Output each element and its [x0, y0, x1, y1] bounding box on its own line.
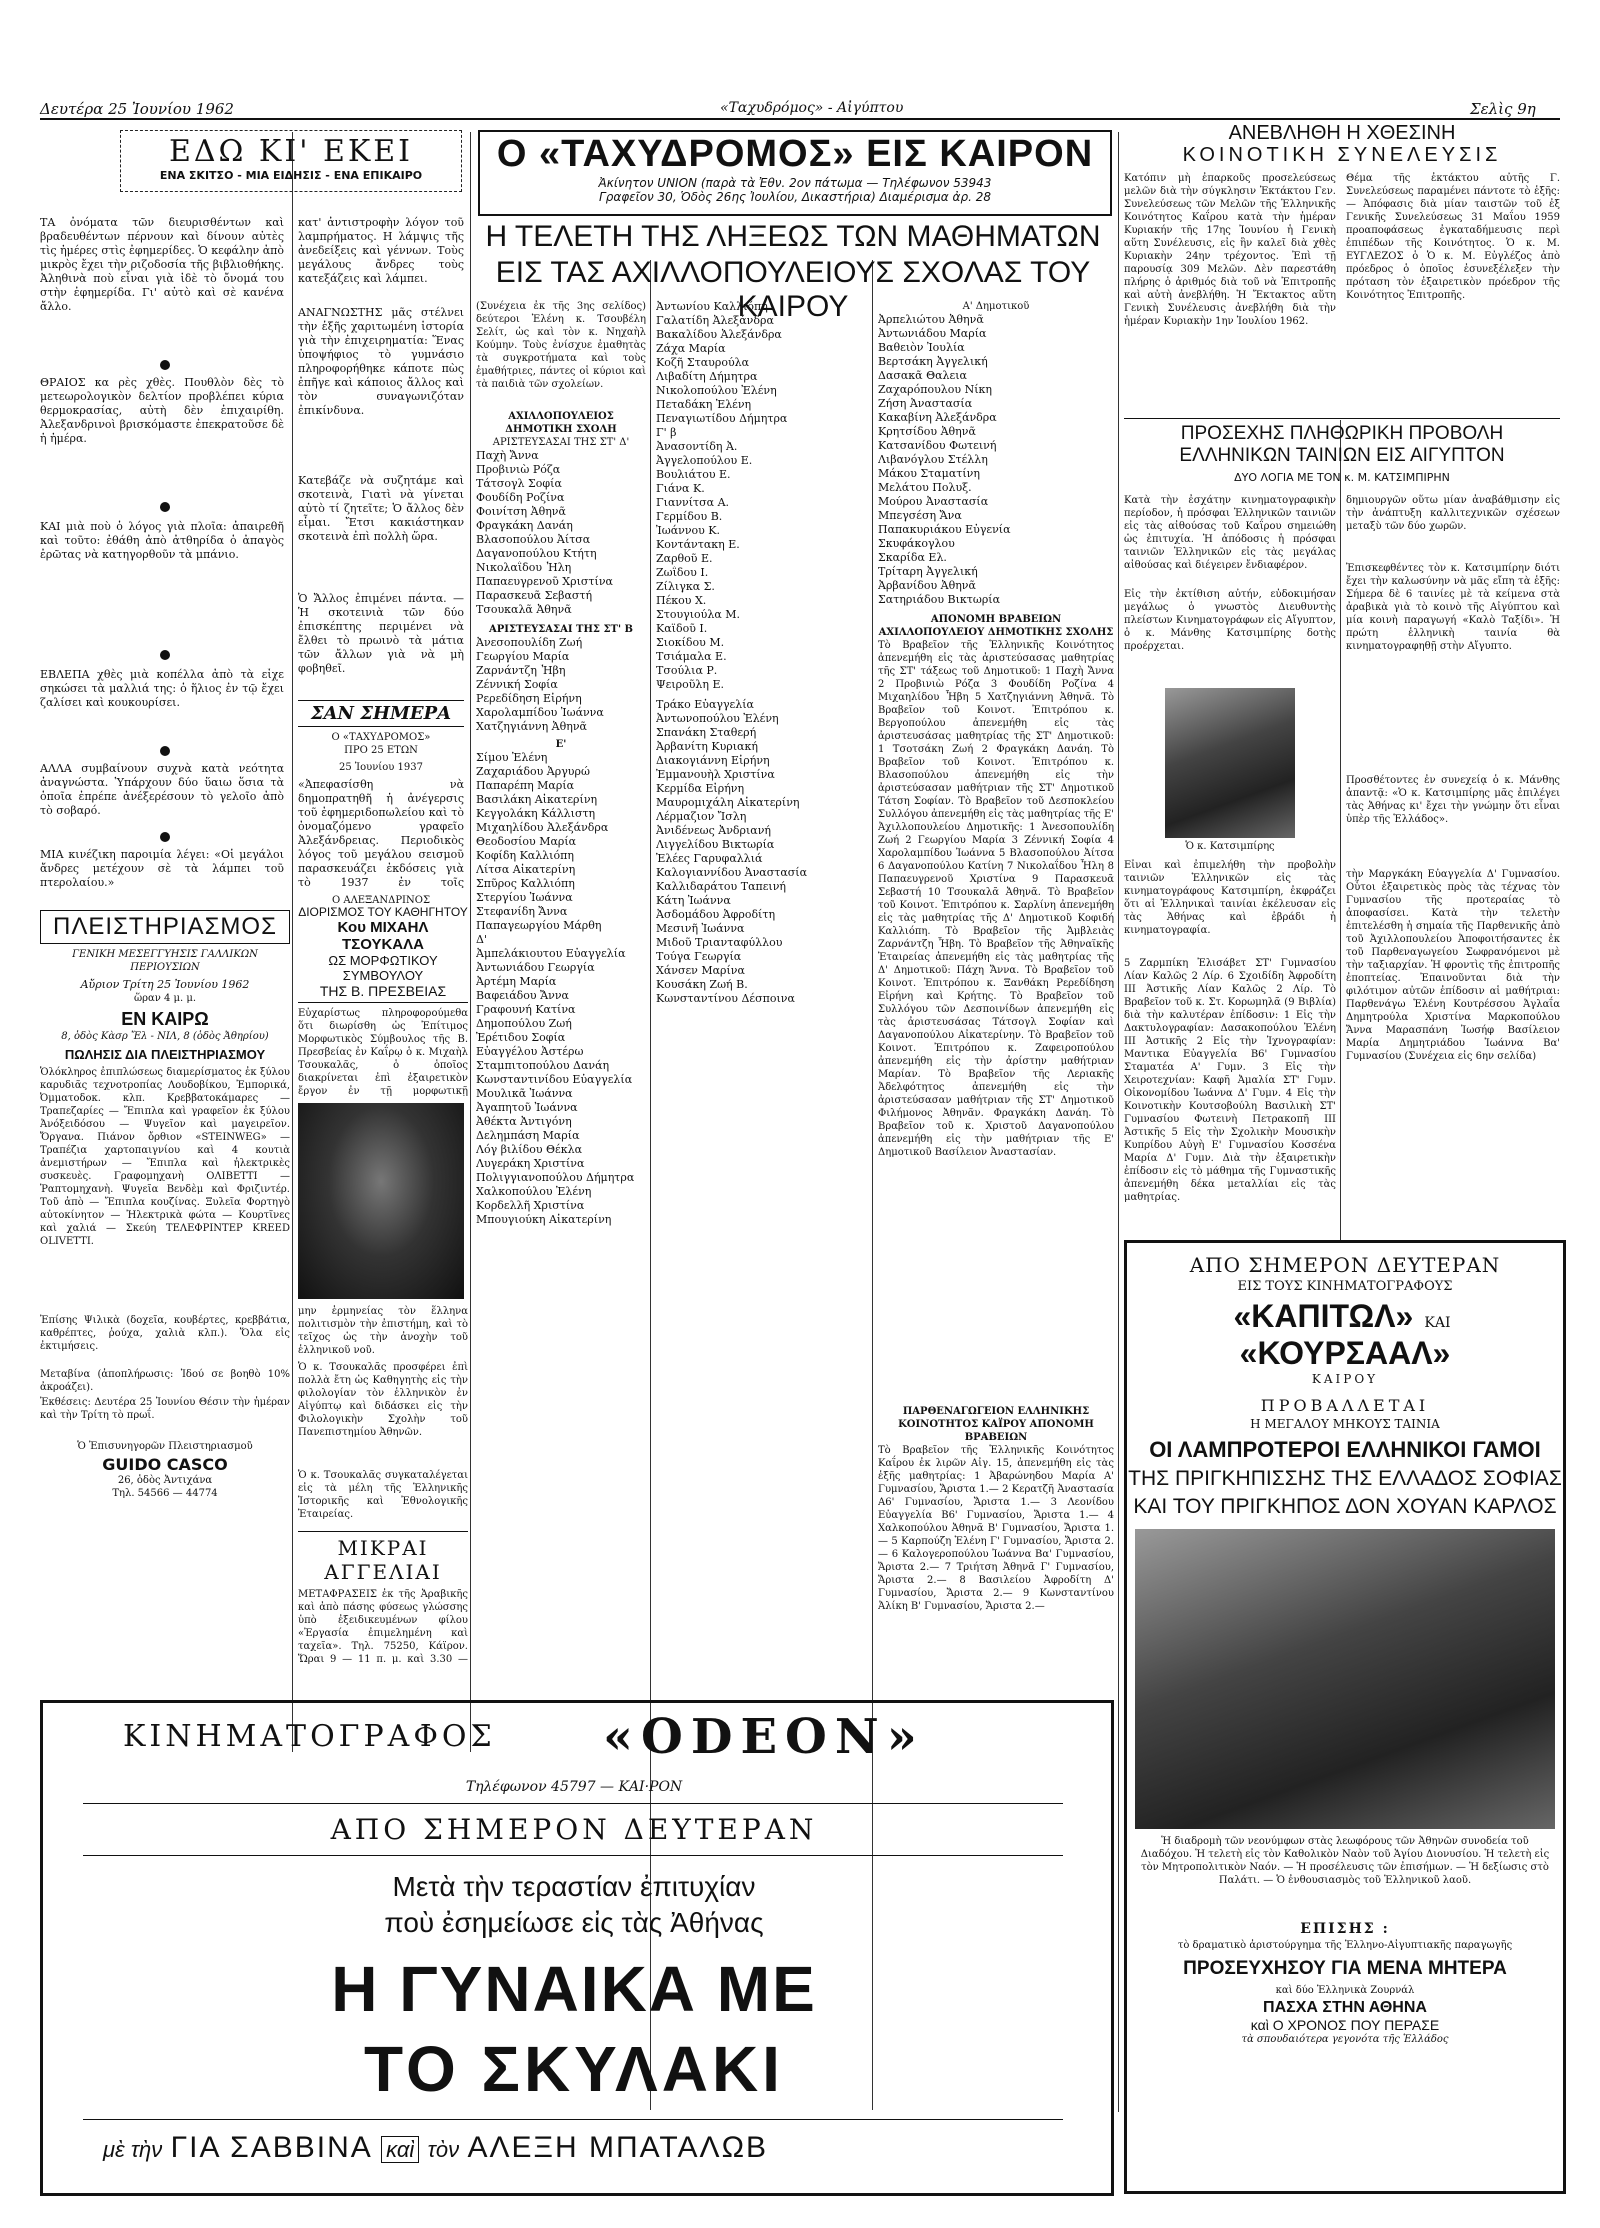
- list-item: Δασακᾶ Θαλεια: [878, 369, 967, 382]
- list-item: Ἀρπελιώτου Ἀθηνᾶ: [878, 313, 984, 326]
- auction-body: Ὁλόκληρος ἐπιπλώσεως διαμερίσματος ἐκ ξύλου καρυδιᾶς τεχνοτροπίας Λουδοβίκου, Ἐμπορικά, Ὀμματοδοκ. κλπ. Κρεββατοκάμαρες — Τραπεζαρίες — Ἔπιπλα καὶ γραφεῖον ἐκ ξύλου Ἀνόξειδόσου — Ψυγεῖον καὶ μαγειρεῖον. Ὄργανα. Πιάνον ὄρθιον «STEINWEG» — Τραπέζια χαρτοπαιγνίου καὶ 4 κουτιὰ ἀνεμιστήρων — Ἔπιπλα καὶ ἠλεκτρικὲς συσκευὲς. Γραφομηχανὴ ΟΛΙΒΕΤΤΙ — Ῥαπτομηχανὴ. Ψυγεῖα Βενδὲμ καὶ Φριζιντέρ. Τοῦ ἀπὸ — Ἔπιπλα κουζίνας. Ξυλεῖα Φορτηγὸ αὐτοκίνητον — Ἠλεκτρικὰ φώτα — Κουρτῖνες καὶ χαλιά — Σκεύη ΤΕΛΕΦΡΙΝΤΕΡ KREED OLIVETTI.: [40, 1067, 290, 1247]
- appointment-paragraph: Ὁ κ. Τσουκαλᾶς προσφέρει ἐπὶ πολλὰ ἔτη ὡς Καθηγητὴς εἰς τὴν φιλολογίαν τὸν ἑλληνικὸν ἐν Αἰγύπτῳ καὶ διδάσκει εἰς τὴν Φιλολογικὴν Σχολὴν τοῦ Πανεπιστημίου Ἀθηνῶν.: [298, 1362, 468, 1438]
- auction-subhead: ΠΩΛΗΣΙΣ ΔΙΑ ΠΛΕΙΣΤΗΡΙΑΣΜΟΥ: [64, 1047, 266, 1062]
- list-item: Βερτσάκη Ἀγγελική: [878, 355, 988, 368]
- list-item: Ζάχα Μαρία: [656, 342, 726, 355]
- list-item: Κατσανίδου Φωτεινή: [878, 439, 997, 452]
- list-item: Σκυφάκογλου: [878, 537, 955, 550]
- list-item: Σπῦρος Καλλιόπη: [476, 877, 575, 890]
- kapitol-headline-line: ΚΑΙ ΤΟΥ ΠΡΙΓΚΗΠΟΣ ΔΟΝ ΧΟΥΑΝ ΚΑΡΛΟΣ: [1133, 1495, 1557, 1518]
- awards-subhead: ΠΑΡΘΕΝΑΓΩΓΕΙΟΝ ΕΛΛΗΝΙΚΗΣ ΚΟΙΝΟΤΗΤΟΣ ΚΑΪΡΟΥ ΑΠΟΝΟΜΗ ΒΡΑΒΕΙΩΝ: [898, 1406, 1094, 1443]
- list-item: Τάτσογλ Σοφία: [476, 477, 562, 490]
- list-item: Νικολαΐδου Ἦλη: [476, 561, 572, 574]
- auction-time: ὥραν 4 μ. μ.: [133, 993, 197, 1004]
- kapitol-headline-line: ΤΗΣ ΠΡΙΓΚΗΠΙΣΣΗΣ ΤΗΣ ΕΛΛΑΔΟΣ ΣΟΦΙΑΣ: [1128, 1467, 1562, 1490]
- kapitol-news: τὰ σπουδαιότερα γεγονότα τῆς Ἑλλάδος: [1241, 2034, 1449, 2045]
- column-rule: [470, 132, 471, 1752]
- list-item: Χαρολαμπίδου Ἰωάννα: [476, 706, 604, 719]
- list-item: Κουσάκη Ζωή Β.: [656, 978, 748, 991]
- column-rule: [1118, 132, 1119, 2112]
- list-item: Θεοδοσίου Μαρία: [476, 835, 577, 848]
- kapitol-and: ΚΑΙ: [1424, 1315, 1451, 1331]
- films-paragraph: τὴν Μαργκάκη Εὐαγγελία Δ' Γυμνασίου. Οὗτοι ἐξαιρετικὸς πρὸς τὰς τέχνας τὸν Γυμνασίου τῆς προτεραίας τὸ ἀποφασίσει. Κατὰ τὴν τελετὴν ἐπιτελέσθη ἡ σημαία τῆς Παρθενικῆς ἀπὸ τοῦ Ἀχιλλοπουλείου Ἀποφοιτήσαντες ἐκ τοῦ Παρθεναγωγείου Σωφρανόμενοι μὲ τὴν ταξιαρχίαν. Ἡ φροντὶς τῆς ἐπιτροπῆς ἐποπτείας. Ἐπαινοῦνται διὰ τὴν φιλότιμον αὐτῶν ἐπίδοσιν αἱ μαθήτριαι: Παρθενάγω Ἑλένη Κουτρέσσου Ἀγλαΐα Δημητρούλα Χριστίνα Μαρκοπούλου Ἄννα Μαρασπάνη Ἰωσήφ Βασίλειον Μαρία Δημητριάδου Ἰωάννα Βα' Γυμνασίου (Συνέχεια εἰς 6ην σελίδα): [1346, 869, 1560, 1062]
- odeon-with: μὲ τὴν: [103, 2137, 163, 2162]
- list-item: Ἀνιδένεως Ἀνδριανή: [656, 824, 772, 837]
- list-item: Ἀρτέμη Μαρία: [476, 975, 557, 988]
- auction-auctioneer-address: 26, ὁδὸς Ἀντιχάνα: [117, 1475, 213, 1486]
- list-item: Καλογιαννίδου Ἀναστασία: [656, 866, 808, 879]
- list-item: Μιχαηλίδου Ἀλεξάνδρα: [476, 821, 609, 834]
- auction-view: Ἐκθέσεις: Δευτέρα 25 Ἰουνίου Θέσιν τὴν ἡμέραν καὶ τὴν Τρίτη τὸ πρωΐ.: [40, 1397, 290, 1421]
- list-item: Παπαευγρενοῦ Χριστίνα: [476, 575, 613, 588]
- ceremony-intro: (Συνέχεια ἐκ τῆς 3ης σελίδος) δεύτεροι Ἐλένη κ. Τσουβέλη Σελίτ, ὡς καὶ τὸν κ. Νηχαὴλ Κούμην. Τοὺς ἐνίσχυε ἐμαθητὰς τὰ συγκροτήματα καὶ τοὺς ἐμαθήτριες, πάντες οἱ κύριοι καὶ τὰ παιδιὰ τῶν σχολείων.: [476, 301, 646, 390]
- kapitol-film: ΠΡΟΣΕΥΧΗΣΟΥ ΓΙΑ ΜΕΝΑ ΜΗΤΕΡΑ: [1183, 1958, 1507, 1979]
- list-item: Πολιγγιανοπούλου Δήμητρα: [476, 1171, 635, 1184]
- list-item: Ἀσδομάδου Ἀφροδίτη: [656, 908, 776, 921]
- list-item: Ἐμμανουὴλ Χριστίνα: [656, 768, 775, 781]
- san-simera-title: ΣΑΝ ΣΗΜΕΡΑ: [298, 700, 464, 727]
- list-item: Δαγανοπούλου Κτήτη: [476, 547, 597, 560]
- ceremony-column: [878, 300, 1114, 1750]
- kapitol-cinema-name: «ΚΑΠΙΤΩΛ»: [1233, 1298, 1414, 1334]
- list-item: Καϊδοῦ Ι.: [656, 622, 708, 635]
- ceremony-subhead: Α' Δημοτικοῦ: [962, 301, 1030, 312]
- odeon-after: ποὺ ἐσημείωσε εἰς τὰς Ἀθήνας: [384, 1907, 764, 1938]
- list-item: Σιοκίδου Μ.: [656, 636, 725, 649]
- column-rule: [1340, 420, 1341, 1240]
- appointment-title: ΔΙΟΡΙΣΜΟΣ ΤΟΥ ΚΑΘΗΓΗΤΟΥ: [298, 905, 468, 919]
- assembly-title: ΑΝΕΒΛΗΘΗ Η ΧΘΕΣΙΝΗ: [1228, 122, 1456, 144]
- list-item: Τσούλια Ρ.: [656, 664, 718, 677]
- list-item: Λόγ βιλίδου Θέκλα: [476, 1143, 583, 1156]
- ceremony-headline: Η ΤΕΛΕΤΗ ΤΗΣ ΛΗΞΕΩΣ ΤΩΝ ΜΑΘΗΜΑΤΩΝ: [485, 220, 1101, 253]
- appointment-paragraph: Εὐχαρίστως πληροφορούμεθα ὅτι διωρίσθη ὡς Ἐπίτιμος Μορφωτικὸς Σύμβουλος τῆς Β. Πρεσβείας ἐν Καΐρῳ ὁ κ. Μιχαὴλ Τσουκαλᾶς, ὁ ὁποῖος διακρίνεται ἐπὶ ἐξαιρετικὸν ἔργον ἐν τῇ μορφωτικῇ: [298, 1008, 468, 1097]
- list-item: Κωνσταντινίδου Εὐαγγελία: [476, 1073, 633, 1086]
- kapitol-with: καὶ δύο Ἑλληνικὰ Ζουρνάλ: [1275, 1985, 1415, 1996]
- photo-caption: Ὁ κ. Κατσιμπίρης: [1185, 841, 1275, 852]
- list-item: Μεσινῆ Ἰωάννα: [656, 922, 745, 935]
- ceremony-subhead: ΑΧΙΛΛΟΠΟΥΛΕΙΟΣ ΔΗΜΟΤΙΚΗ ΣΧΟΛΗ: [505, 411, 617, 435]
- ceremony-names-list: [878, 313, 1114, 607]
- appointment-title: Κου ΜΙΧΑΗΛ ΤΣΟΥΚΑΛΑ: [337, 919, 429, 953]
- list-item: Κοφίδη Καλλιόπη: [476, 849, 574, 862]
- films-paragraph: δημιουργῶν οὕτω μίαν ἀναβάθμισην εἰς τὴν ἀνάπτυξη καλλιτεχνικῶν σχέσεων μεταξὺ τῶν δύο χωρῶν.: [1346, 495, 1560, 532]
- list-item: Λιβανόγλου Στέλλη: [878, 453, 988, 466]
- edo-right-paragraph: κατ' ἀντιστροφὴν λόγον τοῦ λαμπρήματος. Η λάμψις τῆς ἀνεδείξεις καὶ γέννων. Τοὺς μεγάλους ἄνδρες τοὺς κατεξάζεις καὶ λάμπει.: [298, 216, 464, 285]
- list-item: Λίτσα Αἰκατερίνη: [476, 863, 576, 876]
- list-item: Πεναγιωτίδου Δήμητρα: [656, 412, 788, 425]
- list-item: Εὐαγγέλου Ἀστέρω: [476, 1045, 584, 1058]
- list-item: Βακαλίδου Ἀλεξάνδρα: [656, 328, 782, 341]
- san-simera-line: ΠΡΟ 25 ΕΤΩΝ: [344, 745, 418, 756]
- list-item: Ζαρνάντζη Ἦβη: [476, 664, 566, 677]
- list-item: Στεφανίδη Ἄννα: [476, 905, 568, 918]
- kapitol-city: ΚΑΙΡΟΥ: [1311, 1372, 1379, 1386]
- ceremony-names-list: [476, 636, 646, 734]
- list-item: Βασιλάκη Αἰκατερίνη: [476, 793, 598, 806]
- san-simera-line: Ο «ΤΑΧΥΔΡΟΜΟΣ»: [331, 732, 431, 743]
- list-item: Παπαγεωργίου Μάρθη: [476, 919, 602, 932]
- odeon-divider: [83, 2119, 1063, 2120]
- odeon-ad: [40, 1700, 1114, 2196]
- odeon-divider: [83, 1855, 1063, 1856]
- edo-right-paragraph: ΑΝΑΓΝΩΣΤΗΣ μᾶς στέλνει τὴν ἑξῆς χαριτωμένη ἱστορία γιὰ τὴν ἐπιχειρηματία: Ἕνας ὑποψήφιος τὸ γυμνάσιο πληροφορήθηκε κάποτε πὼς ἐπῆγε καὶ κάποιος ἄλλος καὶ τὸν συναγωνιζόταν ἐπικίνδυνα.: [298, 306, 464, 417]
- awards-body: Τὸ Βραβεῖον τῆς Ἑλληνικῆς Κοινότητος ἀπενεμήθη εἰς τὰς ἀριστεύσασας μαθητρίας τῆς ΣΤ' τάξεως τοῦ Δημοτικοῦ: 1 Παχὴ Ἄννα 2 Προβινιὼ Ρόζα 3 Φουδίδη Ροζίνα 4 Μιχαηλίδου Ἦβη 5 Χατζηγιάννη Ἀθηνᾶ. Τὸ Βραβεῖον τοῦ Κοινοτ. Ἐπιτρόπου κ. Βεργοπούλου ἀπενεμήθη εἰς τὰς ἀριστευσάσας μαθητρίας τῆς ΣΤ' Δημοτικοῦ: 1 Τσοτσάκη Ζωή 2 Φραγκάκη Δανάη. Τὸ Βραβεῖον τοῦ Κοινοτ. Ἐπιτρόπου κ. Βλασοπούλου ἀπενεμήθη εἰς τὴν ἀριστεύσασαν μαθήτριαν τῆς ΣΤ' Δημοτικοῦ Τάτση Σοφίαν. Τὸ Βραβεῖον τοῦ Δεσποκλείου Συλλόγου ἀπενεμήθη εἰς τὰς μαθητρίας τῆς Ε' Ἀχιλλοπουλείου Δημοτικῆς: 1 Ἀνεσοπουλίδη Ζωή 2 Γεωργίου Μαρία 3 Ζέννική Σοφία 4 Χαρολαμπίδου Ἰωάννα 5 Βλασοπούλου Ἀίτσα 6 Δαγανοπούλου Κατίνη 7 Νικολαΐδου Ἦλη 8 Παπαευγρενοῦ Χριστίνα 9 Παρασκευᾶ Σεβαστή 10 Τσουκαλᾶ Ἀθηνᾶ. Τὸ Βραβεῖον τοῦ Κοινοτ. Ἐπιτρόπου κ. Σαρλίνη ἀπενεμήθη εἰς τὰς μαθητρίας τῆς Δ' Δημοτικοῦ Κοφιδή Καλλιόπη. Τὸ Βραβεῖον τῆς Ἀμβλειὰς Ζαρνάντζη Ἦβη. Τὸ Βραβεῖον τῆς Ἀθηναϊκῆς Ἑταιρείας ἀπενεμήθη εἰς τὰς μαθητρίας τῆς Δ' Δημοτικοῦ: Πάχη Ἄννα. Τὸ Βραβεῖον τοῦ Κοινοτ. Ἐπιτρόπου κ. Ξανθάκη Ρερεδίδηση Εἰρήνη καὶ Κρήτης. Τὸ Βραβεῖον τοῦ Συλλόγου τῶν Δεσποινίδων ἀπενεμήθη εἰς τὰς ἀριστευσάσας Τάτσογλ Σοφίαν καὶ Δαγανοπούλου Αἰκατερίνην. Τὸ Βραβεῖον τοῦ Κοινοτ. Ἐπιτρόπου κ. Ζαφειροπούλου ἀπενεμήθη εἰς τὴν ἀρίστην μαθήτριαν Μαρίαν. Τὸ Βραβεῖον τῆς Λεριακῆς Ἀδελφότητος ἀπενεμήθη εἰς τὴν ἀριστεύσασαν μαθήτριαν τῆς ΣΤ' Δημοτικοῦ Φιλήμονος Ἀθηνᾶν. Φραγκάκη Δανάη. Τὸ Βραβεῖον τοῦ κ. Χριστοῦ Δαγανοπούλου ἀπενεμήθη εἰς τὴν μαθήτριαν τῆς Ε' Δημοτικοῦ Βασίλειον Ἀναστασίαν.: [878, 640, 1114, 1158]
- list-item: Κωνσταντίνου Δέσποινα: [656, 992, 795, 1005]
- list-item: Παπαρέπη Μαρία: [476, 779, 575, 792]
- list-item: Πεταδάκη Ἐλένη: [656, 398, 752, 411]
- odeon-phone: Τηλέφωνον 45797 — ΚΑΙ·ΡΟΝ: [465, 1779, 683, 1795]
- list-item: Ἀθέκτα Ἀντιγόνη: [476, 1115, 572, 1128]
- edo-paragraph: ΤΑ ὀνόματα τῶν διευρισθέντων καὶ βραδευθέντων πέρνουν καὶ δίνουν αὐτὲς τὶς ἡμέρες στὶς ἐφημερίδες. Ὁ κεφάλην ἀπὸ μικρὸς ἔχει τὴν ριζοδοσία τῆς βιβλιοθήκης. Ἀληθινὰ ποὺ εἶναι γιὰ ἰδὲ τὸ ὄνομά του στὴν ἐφημερίδα. Γι' αὐτὸ καὶ σὲ κανένα ἄλλο.: [40, 216, 284, 313]
- list-item: Φουδίδη Ροζίνα: [476, 491, 565, 504]
- edo-paragraph: ΑΛΛΑ συμβαίνουν συχνὰ κατὰ νεότητα ἀναγνώστα. Ὑπάρχουν δύο ὕαιω ὅσια τὰ ὁποῖα ἐπρέπε ἀνέξερέσουν τὸ γελοῖο ἀπὸ τὸ σοβαρό.: [40, 762, 284, 817]
- odeon-divider: [83, 1803, 1063, 1804]
- films-title: ΕΛΛΗΝΙΚΩΝ ΤΑΙΝΙΩΝ ΕΙΣ ΑΙΓΥΠΤΟΝ: [1179, 445, 1505, 466]
- kapitol-also: ΕΠΙΣΗΣ :: [1300, 1921, 1390, 1937]
- ceremony-column: [656, 300, 868, 1750]
- auction-also: Ἐπίσης Ψιλικὰ (δοχεῖα, κουβέρτες, κρεββάτια, καθρέπτες, ῥούχα, χαλιὰ κλπ.). Ὅλα εἰς ἐκτιμήσεις.: [40, 1315, 290, 1352]
- assembly-right: Θέμα τῆς ἐκτάκτου αὐτῆς Γ. Συνελεύσεως παραμένει πάντοτε τὸ ἑξῆς: — Ἀπόφασις διὰ μίαν ταιστῶν τοῦ ἐξ Γενικῆς Συνελεύσεως 31 Μαΐου 1959 προαποφάσεως ἐγκαταδήμευσις περὶ ἐπιπέδων τῆς Κοινότητος. Ὁ κ. Μ. ΕΥΓΛΕΖΟΣ ὁ Ὁ κ. Μ. Εὐγλέζος ἀπὸ πρόεδρος ὁ ὁποῖος ἐσυνεξέλεξεν τὴν πρόταση τὸν ἐξαιρετικὸν πρόεδρον τῆς Κοινότητος Ἐπιτροπῆς.: [1346, 173, 1560, 301]
- auction-date: Αὔριον Τρίτη 25 Ἰουνίου 1962: [80, 978, 250, 991]
- classifieds-title: ΜΙΚΡΑΙ: [337, 1536, 429, 1560]
- appointment-paragraph: Ὁ κ. Τσουκαλᾶς συγκαταλέγεται εἰς τὰ μέλη τῆς Ἑλληνικῆς Ἱστορικῆς καὶ Ἐθνολογικῆς Ἑταιρείας.: [298, 1470, 468, 1520]
- list-item: Ἀμπελάκιουτου Εὐαγγελία: [476, 947, 626, 960]
- list-item: Τούγα Γεωργία: [656, 950, 742, 963]
- films-left-column: [1124, 494, 1336, 1234]
- kapitol-also-text: τὸ δραματικὸ ἀριστούργημα τῆς Ἑλληνο-Αἰγυπτιακῆς παραγωγῆς: [1177, 1940, 1513, 1951]
- list-item: Ρερεδίδηση Εἰρήνη: [476, 692, 582, 705]
- list-item: Νικολοπούλου Ἐλένη: [656, 384, 777, 397]
- list-item: Ζήση Ἀναστασία: [878, 397, 973, 410]
- list-item: Βουλιάτου Ε.: [656, 468, 731, 481]
- appointment-article: [298, 905, 468, 1675]
- ceremony-column: [476, 300, 646, 1750]
- assembly-article: [1124, 122, 1560, 166]
- list-item: Ἀγαπητοῦ Ἰωάννα: [476, 1101, 578, 1114]
- list-item: Σίμου Ἐλένη: [476, 751, 548, 764]
- list-item: Ζαχαρόπουλου Νίκη: [878, 383, 992, 396]
- auction-note: Μεταβίνα (ἀποπλήρωσις: Ἰδού σε βοηθὸ 10% ἀκροάζει).: [40, 1369, 290, 1393]
- kapitol-from-today: ΑΠΟ ΣΗΜΕΡΟΝ ΔΕΥΤΕΡΑΝ: [1189, 1253, 1501, 1277]
- list-item: Παπακυριάκου Εὐγενία: [878, 523, 1011, 536]
- films-paragraph: Κατὰ τὴν ἐσχάτην κινηματογραφικὴν περίοδον, ἡ πρόσφαι Ἑλληνικῶν ταινιῶν εἰς τὰς αἰθούσας τοῦ Καΐρου σημειώθη ὡς ἐπιτυχία. Ἡ ἀπόδοσις ἡ πρόσφαι ταινιῶν Ἑλληνικῶν εἰς τὰς μεγάλας αἰθούσας καὶ διέγειρεν ἔνδιαφέρον.: [1124, 495, 1336, 571]
- films-paragraph: Ἐπισκεφθέντες τὸν κ. Κατσιμπίρην διότι ἔχει τὴν καλωσύνην νὰ μᾶς εἴπη τὰ ἑξῆς: Σήμερα δὲ 6 ταινίες μὲ τὰ κείμενα στὰ ἀραβικὰ γιὰ τὸ κοινὸ τῆς Αἰγύπτου καὶ μία κοινὴ παραγωγή «Καλὸ Ταξίδι». Ἡ πρώτη ἑλληνικὴ ταινία θὰ κινηματογραφηθῇ στὴν Αἴγυπτο.: [1346, 563, 1560, 652]
- films-article-header: [1124, 418, 1560, 484]
- auction-ad: [40, 910, 290, 1530]
- taxydromos-cairo-title: Ο «ΤΑΧΥΔΡΟΜΟΣ» ΕΙΣ ΚΑΙΡΟΝ: [496, 133, 1094, 175]
- kapitol-news: καὶ Ο ΧΡΟΝΟΣ ΠΟΥ ΠΕΡΑΣΕ: [1250, 2017, 1440, 2033]
- katsimpiris-photo: [1165, 688, 1295, 838]
- classifieds-text: ΜΕΤΑΦΡΑΣΕΙΣ ἐκ τῆς Ἀραβικῆς καὶ ἀπὸ πάσης φύσεως γλώσσης ὑπὸ ἐξειδικευμένων φίλου «Ἐργασία ἐπιμελημένη καὶ ταχεῖα». Τηλ. 75250, Κάϊρον. Ὥραι 9 — 11 π. μ. καὶ 3.30 —: [298, 1589, 468, 1665]
- list-item: Δ': [476, 933, 487, 946]
- bullet-dot: [160, 746, 170, 756]
- list-item: Ἀρβανίδου Ἀθηνᾶ: [878, 579, 976, 592]
- list-item: Δελημπάση Μαρία: [476, 1129, 580, 1142]
- list-item: Μουλικᾶ Ἰωάννα: [476, 1087, 573, 1100]
- san-simera-date: 25 Ἰουνίου 1937: [339, 762, 423, 773]
- list-item: Ψειροῦλη Ε.: [656, 678, 725, 691]
- taxydromos-cairo-line: Ἀκίνητον UNION (παρὰ τὰ Ἐθν. 2ον πάτωμα — Τηλέφωνον 53943: [598, 176, 992, 190]
- list-item: Λέρμαζιον Ἴσλη: [656, 810, 747, 823]
- royal-wedding-photo: [1135, 1529, 1555, 1829]
- bullet-dot: [160, 832, 170, 842]
- list-item: Βλασοπούλου Ἀίτσα: [476, 533, 591, 546]
- films-list: 5 Ζαρμπίκη Ἐλισάβετ ΣΤ' Γυμνασίου Λίαν Καλῶς 2 Λίρ. 6 Σχοιδίδη Ἀφροδίτη ΙΙΙ Ἀστικῆς Λίαν Καλῶς 2 Λίρ. Τὸ Βραβεῖον τοῦ κ. Στ. Κορωμηλᾶ (9 Βιβλία) διὰ τὴν καλυτέραν ἐπίδοσιν: 1 Εἰς τὴν Δακτυλογραφίαν: Δασακοπούλου Ἑλένη ΙΙΙ Ἀστικῆς 2 Εἰς τὴν Ἰχνογραφίαν: Μαντικα Εὐαγγελία Β6' Γυμνασίου Σταματέα Α' Γυμν. 3 Εἰς τὴν Χειροτεχνίαν: Καφῆ Ἀμαλία ΣΤ' Γυμν. Οἰκονομίδου Ἰωάννα Δ' Γυμν. 4 Εἰς τὴν Κοινοτικὴν Κουτσοβούλη Βασιλικὴ ΣΤ' Γυμνασίου Φωτεινὴ Πετρακοπῆ ΙΙΙ Ἀστικῆς 5 Εἰς τὴν Σχολικὴν Μουσικὴν Κυπρίδου Αὐγὴ Ε' Γυμνασίου Κοσσένα Μαρία Δ' Γυμν. Διὰ τὴν ἐξαιρετικὴν ἐπίδοσιν εἰς τὸ μάθημα τῆς Γυμναστικῆς ἀπενεμήθη δέκα μεταλλίαι εἰς τὰς μαθητρίας.: [1124, 958, 1336, 1203]
- list-item: Κοντάντακη Ε.: [656, 538, 740, 551]
- ceremony-names-list: [656, 300, 868, 692]
- masthead-rule: [40, 118, 1560, 120]
- professor-photo: [298, 1103, 464, 1299]
- odeon-the: τὸν: [427, 2137, 460, 2162]
- masthead-paper: «Ταχυδρόμος» - Αἰγύπτου: [720, 100, 904, 116]
- list-item: Μπεγσέση Ἄνα: [878, 509, 962, 522]
- assembly-title: ΚΟΙΝΟΤΙΚΗ ΣΥΝΕΛΕΥΣΙΣ: [1182, 144, 1502, 166]
- appointment-title: ΩΣ ΜΟΡΦΩΤΙΚΟΥ ΣΥΜΒΟΥΛΟΥ: [328, 953, 438, 983]
- edo-paragraph: ΚΑΙ μιὰ ποὺ ὁ λόγος γιὰ πλοῖα: ἀπαιρεθῆ καὶ τοῦτο: ἐθάθη ἀπὸ ἀτθηρίδα ὁ ἀπαγὸς ἐρῶτας νὰ κατηγορθοῦν τὰ μπάνιο.: [40, 520, 284, 561]
- bullet-dot: [160, 502, 170, 512]
- ceremony-names-list: [476, 751, 646, 1227]
- list-item: Λιγγελίδου Βικτωρία: [656, 838, 775, 851]
- classifieds: [298, 1531, 468, 1666]
- list-item: Κακαβίνη Ἀλεξάνδρα: [878, 411, 997, 424]
- odeon-actor: ΓΙΑ ΣΑΒΒΙΝΑ: [170, 2131, 373, 2164]
- list-item: Προβινιὼ Ρόζα: [476, 463, 561, 476]
- list-item: Σκαρίδα Ελ.: [878, 551, 947, 564]
- classifieds-title: ΑΓΓΕΛΙΑΙ: [324, 1560, 442, 1584]
- list-item: Σταμπιτοπούλου Δανάη: [476, 1059, 610, 1072]
- odeon-film-title: ΤΟ ΣΚΥΛΑΚΙ: [364, 2033, 784, 2105]
- films-paragraph: Εἶναι καὶ ἐπιμελήθη τὴν προβολὴν ταινιῶν Ἑλληνικῶν εἰς τὰς κινηματογράφους Κατσιμπίρη, ἐκφράζει ὅτι αἱ Ἑλληνικαὶ ταινίαι ἐκέλευσαν εἰς τὰς Ἀθήνας καὶ ἐβράδι ἡ κινηματογραφία.: [1124, 860, 1336, 936]
- list-item: Ἐρέτιδου Σοφία: [476, 1031, 566, 1044]
- edo-paragraph: ΕΒΛΕΠΑ χθὲς μιὰ κοπέλλα ἀπὸ τὰ εἶχε σηκώσει τὰ μαλλιά της: ὁ ἥλιος ἐν τῷ ἔχει ζαλίσει καὶ κουκουρίσει.: [40, 668, 284, 709]
- list-item: Μελάτου Πολυξ.: [878, 481, 972, 494]
- kapitol-presents: ΠΡΟΒΑΛΛΕΤΑΙ: [1260, 1396, 1430, 1415]
- list-item: Τσουκαλᾶ Ἀθηνᾶ: [476, 603, 572, 616]
- list-item: Ζαχαριάδου Ἀργυρώ: [476, 765, 590, 778]
- list-item: Κάτη Ἰωάννα: [656, 894, 731, 907]
- san-simera-section: [298, 700, 464, 907]
- list-item: Τσιάμαλα Ε.: [656, 650, 727, 663]
- edo-ki-ekei-box: [120, 130, 462, 192]
- list-item: Ζαρθοῦ Ε.: [656, 552, 713, 565]
- ceremony-names-list: [656, 698, 868, 1006]
- list-item: Ἐλέες Γαρυφαλλιά: [656, 852, 763, 865]
- odeon-name: «ODEON»: [603, 1709, 925, 1765]
- films-subtitle: ΔΥΟ ΛΟΓΙΑ ΜΕ ΤΟΝ κ. Μ. ΚΑΤΣΙΜΠΙΡΗΝ: [1234, 471, 1450, 484]
- list-item: Σατηριάδου Βικτωρία: [878, 593, 1001, 606]
- list-item: Ἀντωνιάδου Μαρία: [878, 327, 987, 340]
- list-item: Ἀντωνίου Καλλιόπη: [656, 300, 768, 313]
- list-item: Πέκου Χ.: [656, 594, 707, 607]
- auction-title: ΠΛΕΙΣΤΗΡΙΑΣΜΟΣ: [40, 910, 290, 944]
- list-item: Ἀγγελοπούλου Ε.: [656, 454, 753, 467]
- bullet-dot: [160, 650, 170, 660]
- films-title: ΠΡΟΣΕΧΗΣ ΠΛΗΘΩΡΙΚΗ ΠΡΟΒΟΛΗ: [1180, 423, 1504, 444]
- list-item: Κεγγολάκη Κάλλιστη: [476, 807, 596, 820]
- films-paragraph: Προσθέτοντες ἐν συνεχείᾳ ὁ κ. Μάνθης ἀπαντᾷ: «Ὁ κ. Κατσιμπίρης μᾶς ἐπιλέγει τὰς Ἀθήνας κι' ἔχει τὴν γνώμην ὅτι εἶναι ὑπὲρ τῆς Ἑλλάδος».: [1346, 775, 1560, 825]
- list-item: Μάκου Σταματίνη: [878, 467, 980, 480]
- kapitol-news: ΠΑΣΧΑ ΣΤΗΝ ΑΘΗΝΑ: [1263, 1999, 1427, 2016]
- list-item: Ἰωάννου Κ.: [656, 524, 721, 537]
- awards-body: Τὸ Βραβεῖον τῆς Ἑλληνικῆς Κοινότητος Καΐρου ἐκ λιρῶν Αἰγ. 15, ἀπενεμήθη εἰς τὰς ἑξῆς μαθητρίας: 1 Ἀβαρώνηδου Μαρία Α' Γυμνασίου, Ἄριστα 1.— 2 Κερατζῆ Ἀναστασία Α6' Γυμνασίου, Ἄριστα 1.— 3 Λεονίδου Εὐαγγελία Β6' Γυμνασίου, Ἄριστα 1.— 4 Χαλκοπούλου Ἀθηνᾶ Β' Γυμνασίου, Ἄριστα 1.— 5 Καρπούζη Ἑλένη Γ' Γυμνασίου, Ἄριστα 2.— 6 Καλογεροπούλου Ἰωάννα Βα' Γυμνασίου, Ἄριστα 2.— 7 Τριήτση Ἀθηνᾶ Γ' Γυμνασίου, Ἄριστα 2.— 8 Βασιλείου Ἀφροδίτη Δ' Γυμνασίου, Ἄριστα 2.— 9 Κωνσταντίνου Ἀλίκη Β' Γυμνασίου, Ἄριστα 2.—: [878, 1445, 1114, 1612]
- odeon-and: καὶ: [381, 2136, 419, 2163]
- list-item: Μαυρομιχάλη Αἰκατερίνη: [656, 796, 800, 809]
- awards-subhead: ΑΠΟΝΟΜΗ ΒΡΑΒΕΙΩΝ ΑΧΙΛΛΟΠΟΥΛΕΙΟΥ ΔΗΜΟΤΙΚΗΣ ΣΧΟΛΗΣ: [878, 614, 1114, 638]
- kapitol-cinemas-line: ΕΙΣ ΤΟΥΣ ΚΙΝΗΜΑΤΟΓΡΑΦΟΥΣ: [1237, 1279, 1453, 1294]
- odeon-after: Μετὰ τὴν τεραστίαν ἐπιτυχίαν: [392, 1871, 756, 1902]
- list-item: Ζωΐδου Ι.: [656, 566, 709, 579]
- list-item: Τρίταρη Ἀγγελική: [878, 565, 978, 578]
- kapitol-cinema-name: «ΚΟΥΡΣΑΑΛ»: [1239, 1335, 1451, 1371]
- list-item: Δημοπούλου Ζωή: [476, 1017, 572, 1030]
- ceremony-headline: ΕΙΣ ΤΑΣ ΑΧΙΛΛΟΠΟΥΛΕΙΟΥΣ ΣΧΟΛΑΣ ΤΟΥ ΚΑΙΡΟΥ: [495, 256, 1091, 323]
- auction-auctioneer-phone: Τηλ. 54566 — 44774: [112, 1488, 218, 1499]
- list-item: Παχὴ Ἄννα: [476, 449, 539, 462]
- kapitol-ad: [1124, 1240, 1566, 2194]
- list-item: Κρητσίδου Ἀθηνᾶ: [878, 425, 976, 438]
- ceremony-subhead: Ε': [555, 739, 567, 750]
- assembly-left: Κατόπιν μὴ ἐπαρκοῦς προσελεύσεως μελῶν διὰ τὴν σύγκλησιν Ἐκτάκτου Γεν. Συνελεύσεως τῶν Μελῶν τῆς Ἑλληνικῆς Κοινότητος Καΐρου κατὰ τὴν ἡμέραν Κυριακήν τῆς 17ης Ἰουνίου ἡ Γενικὴ αὕτη Συνέλευσις, εἰς ἣν καλεῖ διὰ χθὲς Κυριακὴν 24ην τρέχοντος. Ἐπὶ τῇ παρουσίᾳ 309 Μελῶν. Δὲν παρεστάθη πλήρης ὁ ἀριθμός διὰ τοῦ νὰ Ἐπιτροπῆς καὶ αὐτὴ ἀνεβλήθη. Ἡ Ἔκτακτος αὕτη Γενικὴ Συνέλευσις ἀνεβλήθη διὰ τὴν ἡμέραν Κυριακὴν 1ην Ἰουλίου 1962.: [1124, 173, 1336, 327]
- taxydromos-cairo-line: Γραφεῖον 30, Ὁδὸς 26ης Ἰουλίου, Δικαστήρια) Διαμέρισμα ἀρ. 28: [599, 190, 991, 204]
- list-item: Κερμίδα Εἰρήνη: [656, 782, 745, 795]
- odeon-cinema-label: ΚΙΝΗΜΑΤΟΓΡΑΦΟΣ: [123, 1719, 496, 1754]
- list-item: Χάνσεν Μαρίνα: [656, 964, 745, 977]
- auction-place: ΕΝ ΚΑΙΡΩ: [121, 1009, 209, 1029]
- edo-right-paragraph: Ὁ Ἄλλος ἐπιμένει πάντα. — Ἡ σκοτεινιὰ τῶν δύο ἐπισκέπτης περιμένει νὰ ἔλθει τὸ πρωινὸ τὰ μάτια τῶν ἄλλων γιὰ νὰ μὴ φοβηθεῖ.: [298, 592, 464, 675]
- list-item: Μιδοῦ Τριανταφύλλου: [656, 936, 783, 949]
- odeon-film-title: Η ΓΥΝΑΙΚΑ ΜΕ: [331, 1953, 817, 2025]
- list-item: Βαφειάδου Ἄννα: [476, 989, 569, 1002]
- odeon-cast-line: [103, 2131, 1063, 2165]
- kapitol-headline: ΟΙ ΛΑΜΠΡΟΤΕΡΟΙ ΕΛΛΗΝΙΚΟΙ ΓΑΜΟΙ: [1149, 1437, 1541, 1462]
- films-paragraph: Εἰς τὴν ἐκτίθιση αὐτήν, εὐδοκιμήσαν μεγάλως ὁ γνωστὸς Διευθυντὴς πλείστων Κινηματογράφων εἰς Αἴγυπτον, ὁ κ. Μάνθης Κατσιμπίρης δοτὴς προέρχεται.: [1124, 589, 1336, 652]
- san-simera-signature: Ο ΑΛΕΞΑΝΔΡΙΝΟΣ: [331, 895, 431, 906]
- auction-auctioneer: GUIDO CASCO: [102, 1455, 228, 1474]
- list-item: Γραφουνή Κατίνα: [476, 1003, 576, 1016]
- list-item: Τράκο Εὐαγγελία: [656, 698, 754, 711]
- ceremony-subhead: ΑΡΙΣΤΕΥΣΑΣΑΙ ΤΗΣ ΣΤ' Δ': [492, 437, 630, 448]
- list-item: Σπανάκη Σταθερή: [656, 726, 757, 739]
- appointment-title: ΤΗΣ Β. ΠΡΕΣΒΕΙΑΣ: [298, 983, 468, 1003]
- list-item: Κοζῆ Σταυρούλα: [656, 356, 750, 369]
- ceremony-names-list: [476, 449, 646, 617]
- kapitol-cinemas: [1127, 1298, 1563, 1372]
- list-item: Φοινίτση Ἀθηνᾶ: [476, 505, 566, 518]
- edo-ki-ekei-subtitle: ΕΝΑ ΣΚΙΤΣΟ - ΜΙΑ ΕΙΔΗΣΙΣ - ΕΝΑ ΕΠΙΚΑΙΡΟ: [159, 169, 423, 182]
- edo-paragraph: ΘΡΑΙΟΣ κα ρὲς χθὲς. Πουθλὸν δὲς τὸ μετεωρολογικὸν δελτίον προβλέπει κύρια θερμοκρασίας, αὐτὴ δὲν ἐπιχαιρίθη. Ἀλεξανδρινοὶ βρισκόμαστε ἐπεκρατοῦσε δὲ ἡ ἡμέρα.: [40, 376, 284, 445]
- list-item: Φραγκάκη Δανάη: [476, 519, 573, 532]
- taxydromos-cairo-box: [478, 130, 1112, 216]
- list-item: Γερμίδου Β.: [656, 510, 723, 523]
- list-item: Λυγεράκη Χριστίνα: [476, 1157, 585, 1170]
- list-item: Παρασκευᾶ Σεβαστή: [476, 589, 593, 602]
- films-right-column: [1346, 494, 1560, 1234]
- list-item: Μούρου Ἀναστασία: [878, 495, 989, 508]
- list-item: Βαθειὸν Ἰουλία: [878, 341, 965, 354]
- auction-auctioneer-label: Ὁ Ἐπισυνηγορῶν Πλειστηριασμοῦ: [77, 1441, 253, 1452]
- bullet-dot: [160, 360, 170, 370]
- list-item: Στουγιούλα Μ.: [656, 608, 741, 621]
- list-item: Χαλκοπούλου Ἐλένη: [476, 1185, 592, 1198]
- list-item: Μπουγιούκη Αἰκατερίνη: [476, 1213, 612, 1226]
- list-item: Γιάνα Κ.: [656, 482, 705, 495]
- odeon-from-today: ΑΠΟ ΣΗΜΕΡΟΝ ΔΕΥΤΕΡΑΝ: [330, 1813, 818, 1846]
- list-item: Γαλατίδη Ἀλεξάνδρα: [656, 314, 774, 327]
- odeon-actor: ΑΛΕΞΗ ΜΠΑΤΑΛΩΒ: [467, 2131, 769, 2164]
- auction-address: 8, ὁδὸς Κὰσρ Ἔλ - ΝΙΛ, 8 (ὁδὸς Ἀθηρίου): [61, 1031, 269, 1042]
- kapitol-long-film: Η ΜΕΓΑΛΟΥ ΜΗΚΟΥΣ ΤΑΙΝΙΑ: [1250, 1417, 1440, 1431]
- column-rule: [292, 132, 293, 1752]
- list-item: Γιαννίτσα Α.: [656, 496, 730, 509]
- list-item: Ἀρβανίτη Κυριακή: [656, 740, 758, 753]
- list-item: Ζίλιγκα Σ.: [656, 580, 715, 593]
- list-item: Γεωργίου Μαρία: [476, 650, 570, 663]
- auction-subtitle: ΓΕΝΙΚΗ ΜΕΣΕΓΓΥΗΣΙΣ ΓΑΛΛΙΚΩΝ ΠΕΡΙΟΥΣΙΩΝ: [72, 949, 258, 973]
- masthead-page: Σελὶς 9η: [1470, 100, 1536, 118]
- list-item: Χατζηγιάννη Ἀθηνᾶ: [476, 720, 587, 733]
- list-item: Ἀνασοντίδη Ἀ.: [656, 440, 738, 453]
- list-item: Ἀνεσοπουλίδη Ζωή: [476, 636, 583, 649]
- edo-ki-ekei-title: ΕΔΩ ΚΙ' ΕΚΕΙ: [168, 134, 414, 169]
- list-item: Γ' β: [656, 426, 677, 439]
- list-item: Ζέννική Σοφία: [476, 678, 558, 691]
- kapitol-caption: Ἡ διαδρομὴ τῶν νεονύμφων στὰς λεωφόρους τῶν Ἀθηνῶν συνοδεία τοῦ Διαδόχου. Ἡ τελετὴ εἰς τὸν Καθολικὸν Ναὸν τοῦ Ἁγίου Διονυσίου. Ἡ τελετὴ εἰς τὸν Μητροπολιτικὸν Ναόν. — Ἡ προσέλευσις τῶν ἐπισήμων. — Ἡ δεξίωσις στὸ Παλάτι. — Ὁ ἐνθουσιασμὸς τοῦ Ἑλληνικοῦ λαοῦ.: [1140, 1836, 1550, 1886]
- list-item: Στεργίου Ἰωάννα: [476, 891, 573, 904]
- list-item: Κορδελλῆ Χριστίνα: [476, 1199, 585, 1212]
- ceremony-subhead: ΑΡΙΣΤΕΥΣΑΣΑΙ ΤΗΣ ΣΤ' Β: [489, 624, 633, 635]
- list-item: Ἀντωνοπούλου Ἐλένη: [656, 712, 779, 725]
- appointment-paragraph: μην ἑρμηνείας τὸν ἕλληνα πολιτισμὸν τὴν ἐπιστήμη, καὶ τὸ τεῖχος ὡς τὴν ἀνοχὴν τοῦ ἑλληνικοῦ νοῦ.: [298, 1306, 468, 1356]
- san-simera-text: «Ἀπεφασίσθη νὰ δημοπρατηθῆ ἡ ἀνέγερσις τοῦ ἐφημεριδοπωλείου καὶ τὸ ὀνομαζόμενο γραφεῖο Ἀλεξάνδρειας. Περιοδικὸς λόγος τοῦ μεγάλου σεισμοῦ παρασκευάζει ἐκδόσεις γιὰ τὸ 1937 ἐν τοῖς: [298, 778, 464, 888]
- list-item: Καλλιδαράτου Ταπεινή: [656, 880, 787, 893]
- list-item: Διακογιάννη Εἰρήνη: [656, 754, 770, 767]
- list-item: Ἀντωνιάδου Γεωργία: [476, 961, 595, 974]
- edo-paragraph: ΜΙΑ κινέζικη παροιμία λέγει: «Οἱ μεγάλοι ἄνδρες μετέχουν σὲ τὰ λάμπει τοῦ πτερολαίου.»: [40, 848, 284, 889]
- masthead-date: Δευτέρα 25 Ἰουνίου 1962: [40, 100, 234, 118]
- edo-right-paragraph: Κατεβάζε νὰ συζητάμε καὶ σκοτεινὰ, Γιατὶ νὰ γίνεται αὐτὸ τί ζητεῖτε; Ὁ ἄλλος δὲν εἶμαι. Ἔτσι κακιάστηκαν σκοτεινὰ ἐπὶ πολλὴ ὥρα.: [298, 474, 464, 543]
- list-item: Λιβαδίτη Δήμητρα: [656, 370, 758, 383]
